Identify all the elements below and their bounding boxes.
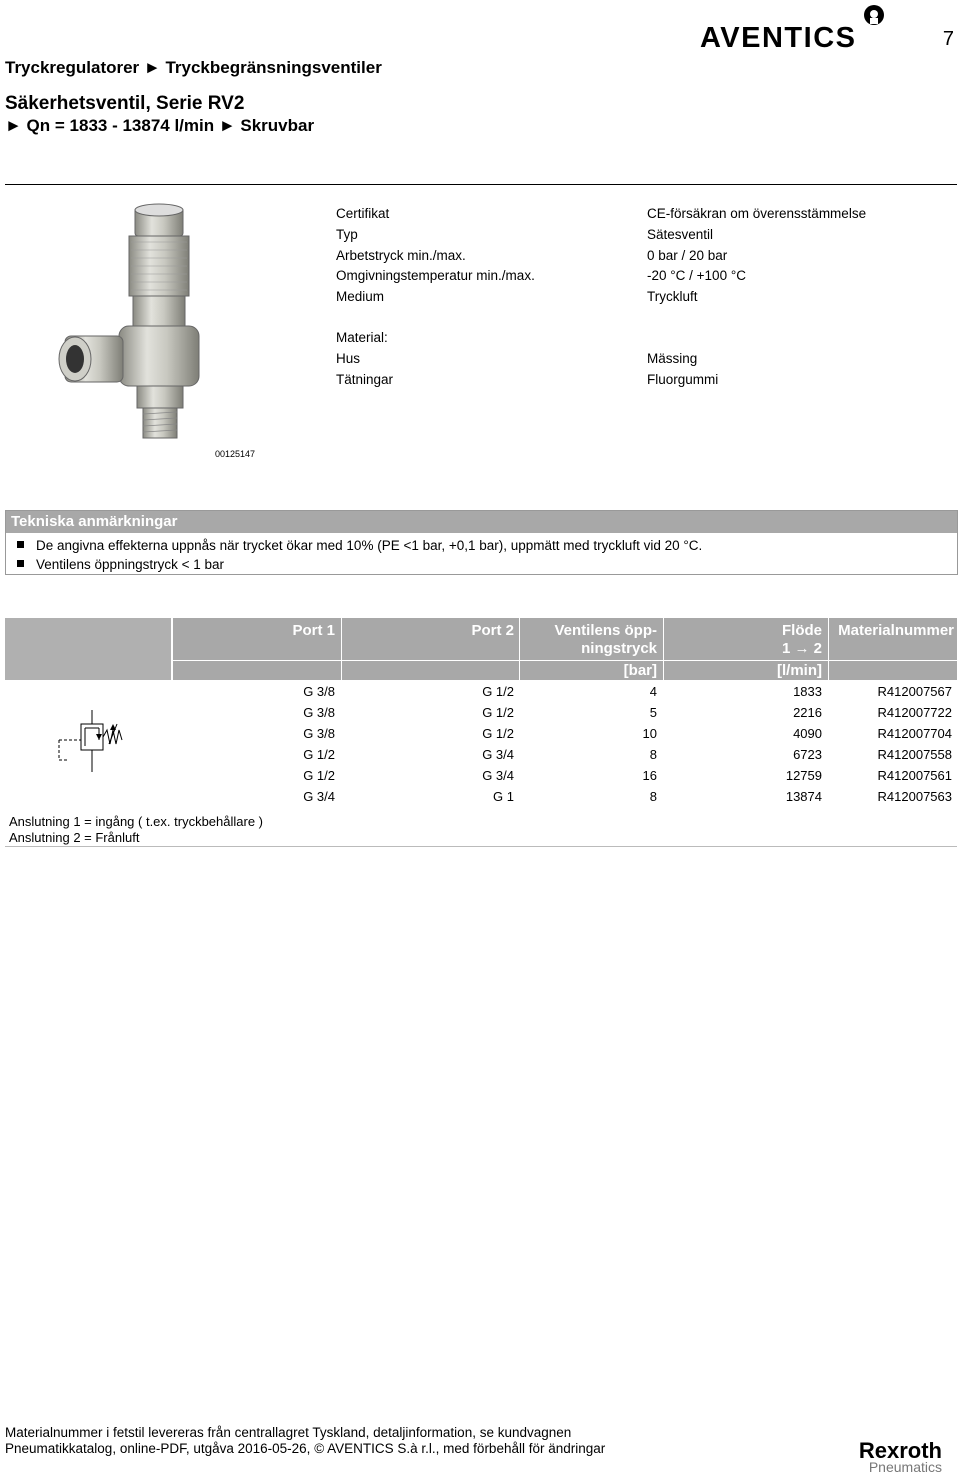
cell-port2: G 3/4 [482,747,514,762]
material-value: Mässing [647,351,698,366]
breadcrumb: Tryckregulatorer ► Tryckbegränsningsventiler [5,58,382,77]
spec-value: Tryckluft [647,289,698,304]
cell-port2: G 1 [493,789,514,804]
column-divider [341,618,342,680]
cell-flow: 1833 [793,684,822,699]
cell-opening: 5 [649,705,657,720]
bullet-icon [17,560,24,567]
note-text: De angivna effekterna uppnås när trycket ökar med 10% (PE <1 bar, +0,1 bar), uppmätt med tryckluft vid 20 °C. [36,538,703,553]
symbol-header-cell [5,618,171,680]
col-header-opening: Ventilens öpp- [554,622,657,639]
cell-flow: 12759 [785,768,822,783]
material-heading: Material: [336,330,388,345]
cell-port2: G 1/2 [482,726,514,741]
spec-label: Certifikat [336,206,390,221]
col-header-port2: Port 2 [471,622,514,639]
cell-flow: 4090 [793,726,822,741]
svg-text:AVENTICS: AVENTICS [700,22,857,50]
material-value: Fluorgummi [647,372,719,387]
product-image [45,200,215,445]
rexroth-logo-sub: Pneumatics [868,1459,942,1475]
cell-opening: 10 [642,726,657,741]
rexroth-logo: Rexroth [858,1438,942,1463]
page-subtitle: ► Qn = 1833 - 13874 l/min ► Skruvbar [5,116,315,135]
cell-port2: G 1/2 [482,705,514,720]
note-text: Ventilens öppningstryck < 1 bar [36,557,224,572]
connection-note: Anslutning 1 = ingång ( t.ex. tryckbehållare ) [9,814,264,829]
valve-symbol-icon [57,710,127,774]
cell-material: R412007704 [877,726,952,741]
cell-opening: 16 [642,768,657,783]
spec-value: Sätesventil [647,227,714,242]
spec-value: 0 bar / 20 bar [647,248,728,263]
cell-port1: G 3/8 [303,684,335,699]
cell-material: R412007561 [877,768,952,783]
spec-value: CE-försäkran om överensstämmelse [647,206,867,221]
cell-material: R412007722 [877,705,952,720]
col-header-port1: Port 1 [292,622,335,639]
image-id: 00125147 [215,449,256,459]
column-divider [663,618,664,680]
page-title: Säkerhetsventil, Serie RV2 [5,93,245,114]
cell-port1: G 3/8 [303,726,335,741]
col-header-flow: 1 → 2 [781,640,822,657]
table-bottom-border [5,846,957,847]
header-divider [5,184,957,185]
notes-heading: Tekniska anmärkningar [6,511,957,533]
technical-notes [5,510,958,575]
footer-note: Materialnummer i fetstil levereras från centrallagret Tyskland, detaljinformation, se kundvagnen [5,1425,572,1440]
cell-port1: G 3/4 [303,789,335,804]
spec-label: Medium [336,289,385,304]
spec-label: Typ [336,227,358,242]
material-label: Tätningar [336,372,394,387]
cell-opening: 8 [649,789,657,804]
cell-port2: G 3/4 [482,768,514,783]
aventics-logo [700,2,886,50]
cell-port1: G 1/2 [303,747,335,762]
note-item [17,538,702,553]
column-divider [828,618,829,680]
cell-material: R412007558 [877,747,952,762]
note-item [17,557,224,572]
page-number: 7 [942,28,954,50]
cell-material: R412007563 [877,789,952,804]
cell-flow: 6723 [793,747,822,762]
footer-copyright: Pneumatikkatalog, online-PDF, utgåva 2016-05-26, © AVENTICS S.à r.l., med förbehåll för ändringar [5,1441,606,1456]
col-header-flow: Flöde [782,622,822,639]
cell-flow: 2216 [793,705,822,720]
connection-note: Anslutning 2 = Frånluft [9,830,140,845]
material-label: Hus [336,351,361,366]
cell-material: R412007567 [877,684,952,699]
spec-label: Omgivningstemperatur min./max. [336,268,535,283]
column-divider [519,618,520,680]
col-header-opening: ningstryck [581,640,657,657]
cell-port1: G 3/8 [303,705,335,720]
col-header-material: Materialnummer [838,622,954,639]
cell-opening: 8 [649,747,657,762]
cell-flow: 13874 [785,789,822,804]
bullet-icon [17,541,24,548]
header-divider-line [173,660,957,661]
product-table [5,618,957,848]
cell-port2: G 1/2 [482,684,514,699]
cell-port1: G 1/2 [303,768,335,783]
spec-label: Arbetstryck min./max. [336,248,466,263]
spec-value: -20 °C / +100 °C [647,268,746,283]
unit-flow: [l/min] [777,662,822,679]
cell-opening: 4 [649,684,657,699]
unit-opening: [bar] [623,662,657,679]
